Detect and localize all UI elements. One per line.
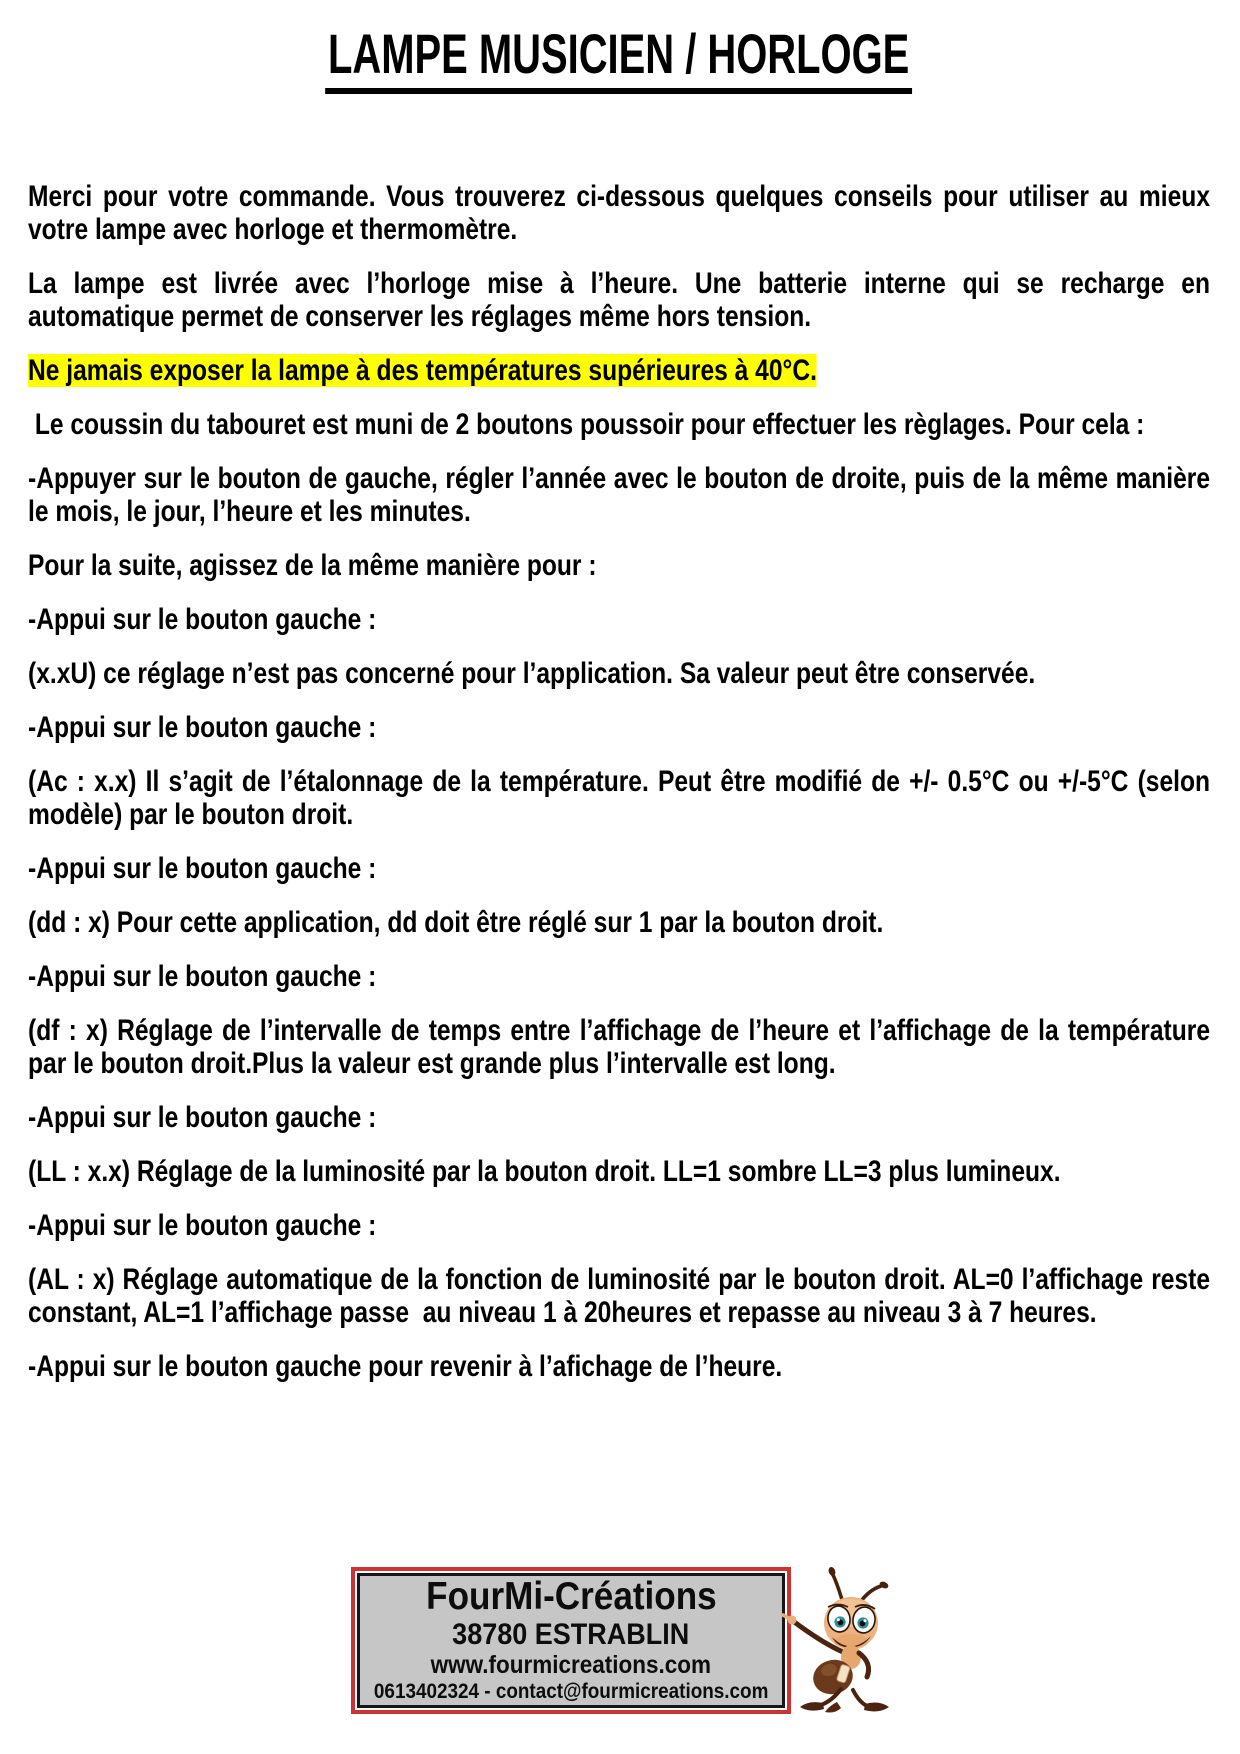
para-coussin: Le coussin du tabouret est muni de 2 boutons poussoir pour effectuer les règlages. Pour cela : (28, 408, 1145, 441)
document-body (28, 0, 1217, 1404)
page-title (28, 22, 1210, 94)
para-retour-heure: -Appui sur le bouton gauche pour revenir à l’afichage de l’heure. (28, 1350, 783, 1383)
footer-company-box-inner (357, 1573, 785, 1708)
para-batterie: La lampe est livrée avec l’horloge mise à l’heure. Une batterie interne qui se recharge en automatique permet de conserver les réglages même hors tension. (28, 267, 1217, 333)
ant-legs (800, 1689, 889, 1713)
param-xxu: (x.xU) ce réglage n’est pas concerné pour l’application. Sa valeur peut être conservée. (28, 657, 1036, 690)
param-ac: (Ac : x.x) Il s’agit de l’étalonnage de la température. Peut être modifié de +/- 0.5°C ou +/-5°C (selon modèle) par le bouton droit. (28, 765, 1217, 831)
company-name: FourMi-Créations (425, 1575, 717, 1618)
param-al: (AL : x) Réglage automatique de la fonction de luminosité par le bouton droit. AL=0 l’affichage reste constant, AL=1 l’affichage passe au niveau 1 à 20heures et repasse au niveau 3 à 7 heures. (28, 1263, 1217, 1329)
para-merci: Merci pour votre commande. Vous trouverez ci-dessous quelques conseils pour utiliser au mieux votre lampe avec horloge et thermomètre. (28, 180, 1217, 246)
company-website: www.fourmicreations.com (430, 1651, 712, 1679)
company-contact: 0613402324 - contact@fourmicreations.com (373, 1680, 769, 1703)
para-reglage-initial: -Appuyer sur le bouton de gauche, régler l’année avec le bouton de droite, puis de la même manière le mois, le jour, l’heure et les minutes. (28, 462, 1217, 528)
step-bouton-gauche-2: -Appui sur le bouton gauche : (28, 711, 377, 744)
warning-paragraph (28, 354, 1210, 387)
step-bouton-gauche-1: -Appui sur le bouton gauche : (28, 603, 377, 636)
page-title-text: LAMPE MUSICIEN / HORLOGE (325, 26, 912, 94)
step-bouton-gauche-3: -Appui sur le bouton gauche : (28, 852, 377, 885)
company-address: 38780 ESTRABLIN (452, 1618, 690, 1651)
step-bouton-gauche-5: -Appui sur le bouton gauche : (28, 1101, 377, 1134)
param-dd: (dd : x) Pour cette application, dd doit être réglé sur 1 par la bouton droit. (28, 906, 884, 939)
step-bouton-gauche-4: -Appui sur le bouton gauche : (28, 960, 377, 993)
warning-highlight: Ne jamais exposer la lampe à des températures supérieures à 40°C. (28, 354, 817, 387)
footer-company-box (351, 1567, 791, 1714)
ant-mascot-icon (779, 1557, 910, 1716)
step-bouton-gauche-6: -Appui sur le bouton gauche : (28, 1209, 377, 1242)
para-suite: Pour la suite, agissez de la même manière pour : (28, 549, 597, 582)
param-ll: (LL : x.x) Réglage de la luminosité par la bouton droit. LL=1 sombre LL=3 plus lumineux. (28, 1155, 1061, 1188)
param-df: (df : x) Réglage de l’intervalle de temps entre l’affichage de l’heure et l’affichage de la température par le bouton droit.Plus la valeur est grande plus l’intervalle est long. (28, 1014, 1217, 1080)
